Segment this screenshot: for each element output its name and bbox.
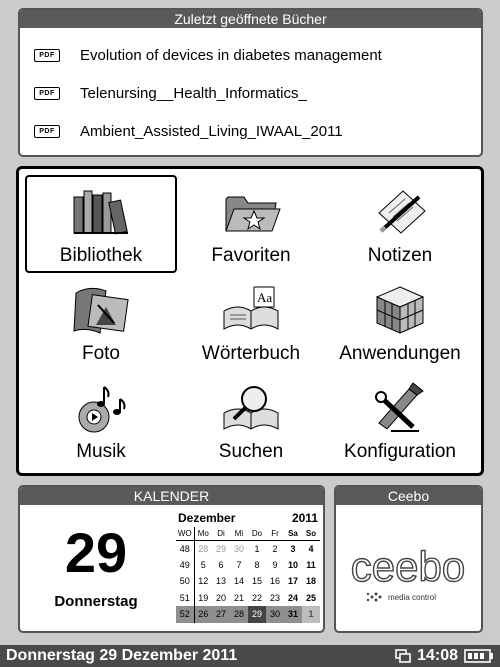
calendar-day[interactable]: 28 bbox=[230, 606, 248, 623]
calendar-day[interactable]: 6 bbox=[218, 559, 224, 570]
calendar-dow-header: WO bbox=[176, 527, 194, 540]
menu-item-musik[interactable] bbox=[25, 371, 177, 469]
music-note-icon bbox=[70, 379, 132, 435]
calendar-day[interactable]: 1 bbox=[254, 543, 260, 554]
recent-books-panel bbox=[18, 8, 483, 157]
recent-books-title: Zuletzt geöffnete Bücher bbox=[20, 10, 481, 28]
recent-book-title: Telenursing__Health_Informatics_ bbox=[80, 84, 307, 102]
calendar-week-number: 50 bbox=[176, 573, 194, 590]
magnifier-book-icon bbox=[220, 379, 282, 435]
calendar-week-number: 51 bbox=[176, 590, 194, 607]
recent-book-title: Ambient_Assisted_Living_IWAAL_2011 bbox=[80, 122, 343, 140]
ceebo-panel[interactable] bbox=[334, 485, 483, 633]
calendar-dow-header: Fr bbox=[266, 527, 284, 540]
menu-item-favoriten[interactable] bbox=[177, 175, 325, 273]
status-date: Donnerstag 29 Dezember 2011 bbox=[6, 647, 238, 664]
calendar-dow-header: Di bbox=[212, 527, 230, 540]
calendar-month: Dezember bbox=[178, 511, 236, 525]
calendar-day[interactable]: 26 bbox=[194, 606, 212, 623]
pdf-file-icon: PDF bbox=[34, 87, 60, 100]
menu-label: Bibliothek bbox=[59, 245, 143, 266]
calendar-day[interactable]: 1 bbox=[302, 606, 320, 623]
recent-book-title: Evolution of devices in diabetes management bbox=[80, 46, 382, 64]
calendar-dow-header: Do bbox=[248, 527, 266, 540]
calendar-day[interactable]: 11 bbox=[306, 559, 316, 570]
calendar-day[interactable]: 31 bbox=[284, 606, 302, 623]
calendar-day[interactable]: 30 bbox=[266, 606, 284, 623]
calendar-dow-header: Mo bbox=[194, 527, 212, 540]
calendar-dow-header: Sa bbox=[284, 527, 302, 540]
menu-label: Anwendungen bbox=[339, 343, 461, 364]
menu-label: Wörterbuch bbox=[201, 343, 301, 364]
calendar-day[interactable]: 18 bbox=[305, 576, 316, 587]
calendar-day[interactable]: 25 bbox=[305, 592, 316, 603]
ceebo-logo-text: ceebo bbox=[350, 543, 466, 590]
calendar-title: KALENDER bbox=[20, 487, 323, 505]
calendar-day[interactable]: 13 bbox=[215, 576, 226, 587]
dictionary-book-icon bbox=[220, 281, 282, 337]
menu-item-notizen[interactable] bbox=[325, 175, 475, 273]
calendar-day[interactable]: 3 bbox=[290, 543, 296, 554]
menu-item-anwendungen[interactable] bbox=[325, 273, 475, 371]
menu-label: Konfiguration bbox=[344, 441, 456, 462]
calendar-day[interactable]: 14 bbox=[233, 576, 244, 587]
menu-item-woerterbuch[interactable] bbox=[177, 273, 325, 371]
calendar-widget[interactable] bbox=[18, 485, 325, 633]
windows-icon bbox=[395, 649, 411, 663]
menu-item-foto[interactable] bbox=[25, 273, 177, 371]
menu-label: Notizen bbox=[367, 245, 433, 266]
calendar-day[interactable]: 9 bbox=[272, 559, 278, 570]
calendar-day[interactable]: 23 bbox=[269, 592, 280, 603]
calendar-week-number: 48 bbox=[176, 540, 194, 557]
calendar-day[interactable]: 7 bbox=[236, 559, 242, 570]
star-folder-icon bbox=[220, 183, 282, 239]
calendar-day[interactable]: 29 bbox=[215, 543, 226, 554]
calendar-day[interactable]: 29 bbox=[248, 606, 266, 623]
calendar-day[interactable]: 21 bbox=[233, 592, 244, 603]
main-menu bbox=[16, 166, 484, 476]
calendar-day[interactable]: 8 bbox=[254, 559, 260, 570]
pdf-file-icon: PDF bbox=[34, 125, 60, 138]
calendar-day[interactable]: 15 bbox=[251, 576, 262, 587]
pdf-file-icon: PDF bbox=[34, 49, 60, 62]
calendar-day[interactable]: 16 bbox=[269, 576, 280, 587]
cube-icon bbox=[369, 281, 431, 337]
calendar-day[interactable]: 22 bbox=[251, 592, 262, 603]
calendar-day[interactable]: 19 bbox=[198, 592, 209, 603]
calendar-day[interactable]: 10 bbox=[287, 559, 298, 570]
notepad-pen-icon bbox=[369, 183, 431, 239]
recent-book-item[interactable] bbox=[20, 74, 481, 112]
battery-icon bbox=[464, 649, 494, 663]
calendar-day[interactable]: 5 bbox=[200, 559, 206, 570]
tools-icon bbox=[369, 379, 431, 435]
status-time: 14:08 bbox=[417, 647, 458, 664]
calendar-dow-header: Mi bbox=[230, 527, 248, 540]
calendar-day[interactable]: 4 bbox=[308, 543, 314, 554]
calendar-week-number: 49 bbox=[176, 557, 194, 574]
film-photo-icon bbox=[70, 281, 132, 337]
calendar-day[interactable]: 17 bbox=[287, 576, 298, 587]
current-day-number: 29 bbox=[64, 521, 128, 584]
recent-book-item[interactable] bbox=[20, 36, 481, 74]
calendar-table bbox=[176, 527, 320, 623]
svg-text:Aa: Aa bbox=[257, 290, 273, 305]
calendar-day[interactable]: 28 bbox=[198, 543, 209, 554]
menu-item-konfiguration[interactable] bbox=[325, 371, 475, 469]
menu-item-bibliothek[interactable] bbox=[25, 175, 177, 273]
calendar-day[interactable]: 12 bbox=[198, 576, 209, 587]
media-control-icon bbox=[367, 593, 382, 602]
menu-label: Favoriten bbox=[211, 245, 291, 266]
calendar-day[interactable]: 27 bbox=[212, 606, 230, 623]
menu-label: Foto bbox=[81, 343, 121, 364]
calendar-day[interactable]: 24 bbox=[287, 592, 298, 603]
current-weekday: Donnerstag bbox=[54, 593, 138, 610]
status-bar bbox=[0, 645, 500, 667]
calendar-day[interactable]: 30 bbox=[233, 543, 244, 554]
ceebo-title: Ceebo bbox=[336, 487, 481, 505]
library-books-icon bbox=[70, 183, 132, 239]
menu-label: Musik bbox=[76, 441, 126, 462]
ceebo-logo bbox=[336, 505, 481, 631]
month-grid bbox=[176, 511, 320, 623]
calendar-day[interactable]: 2 bbox=[272, 543, 278, 554]
menu-item-suchen[interactable] bbox=[177, 371, 325, 469]
menu-label: Suchen bbox=[218, 441, 284, 462]
calendar-year: 2011 bbox=[291, 511, 318, 525]
calendar-week-number: 52 bbox=[176, 606, 194, 623]
calendar-dow-header: So bbox=[302, 527, 320, 540]
recent-book-item[interactable] bbox=[20, 112, 481, 150]
calendar-day[interactable]: 20 bbox=[215, 592, 226, 603]
ceebo-tagline: media control bbox=[388, 593, 437, 602]
